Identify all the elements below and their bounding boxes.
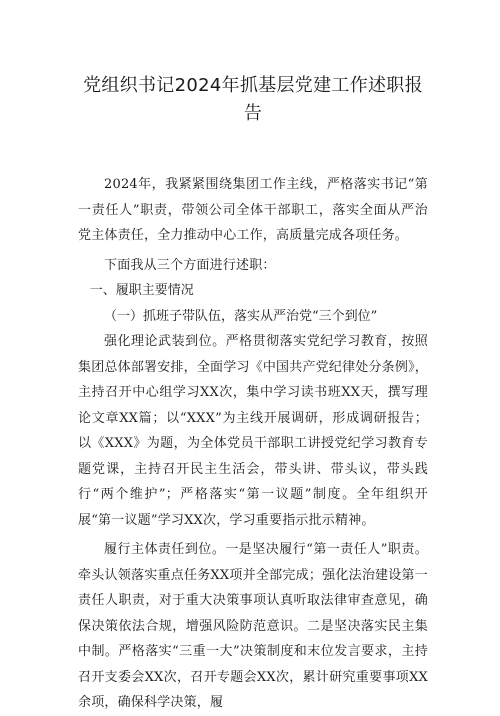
intro-paragraph: 2024年，我紧紧围绕集团工作主线，严格落实书记“第一责任人”职责，带领公司全体干部职工，落实全面从严治党主体责任，全力推动中心工作，高质量完成各项任务。 (78, 177, 428, 243)
body-paragraph: 强化理论武装到位。严格贯彻落实党纪学习教育，按照集团总体部署安排，全面学习《中国共产党纪律处分条例》，主持召开中心组学习XX次，集中学习读书班XX天，撰写理论文章XX篇；以“XXX”为主线开展调研，形成调研报告；以《XXX》为题，为全体党员干部职工讲授党纪学习教育专题党课，主持召开民主生活会，带头讲、带头议，带头践行“两个维护”；严格落实“第一议题”制度。全年组织开展“第一议题”学习XX次，学习重要指示批示精神。 (78, 334, 428, 528)
outline-paragraph: 下面我从三个方面进行述职： (104, 257, 276, 273)
document-title: 党组织书记2024年抓基层党建工作述职报告 (83, 75, 423, 124)
section-heading: 一、履职主要情况 (89, 283, 194, 298)
body-paragraph: 履行主体责任到位。一是坚决履行“第一责任人”职责。牵头认领落实重点任务XX项并全部完成；强化法治建设第一责任人职责，对于重大决策事项认真听取法律审查意见，确保决策依法合规，增强风险防范意识。二是坚决落实民主集中制。严格落实“三重一大”决策制度和末位发言要求，主持召开支委会XX次，召开专题会XX次，累计研究重要事项XX余项，确保科学决策，履 (78, 542, 428, 710)
subsection-heading: （一）抓班子带队伍，落实从严治党“三个到位” (104, 308, 378, 324)
